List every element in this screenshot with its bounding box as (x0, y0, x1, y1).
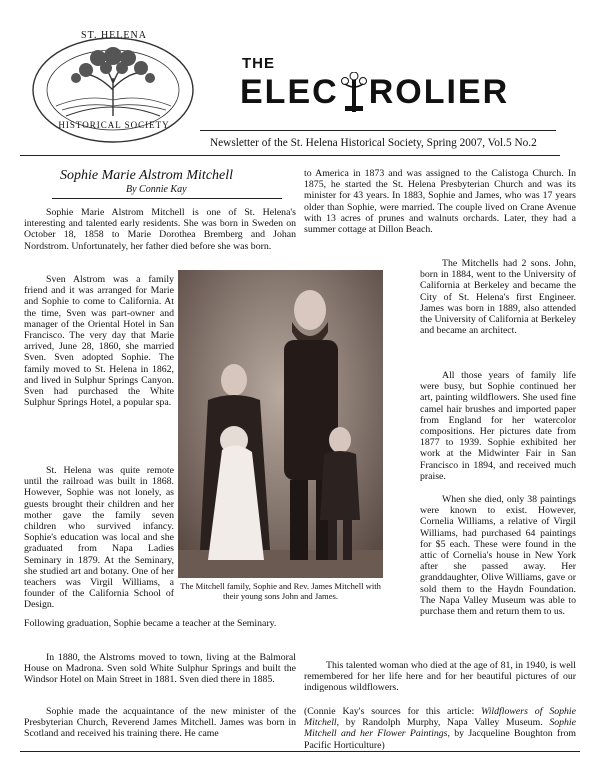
left-paragraph: Sophie made the acquaintance of the new minister of the Presbyterian Church, Reverend James Mitchell. James was born in Scotland and received his training there. He came (24, 706, 296, 740)
right-paragraph: When she died, only 38 paintings were known to exist. However, Cornelia Williams, a relative of Virgil Williams, had purchased 64 paintings for $5 each. These were found in the attic of Cornelia's house in New York after she passed away. Her granddaughter, Olive Williams, gave or sold them to the Haydn Foundation. The Napa Valley Museum was able to purchase them and return them to us. (420, 494, 576, 618)
family-photograph (178, 270, 383, 578)
right-paragraph: to America in 1873 and was assigned to the Calistoga Church. In 1875, he started the St. Helena Presbyterian Church and was its minister for 43 years. In 1883, Sophie and James, who was 17 years older than Sophie, were married. The couple lived on Crane Avenue with 13 acres of prunes and walnuts orchards. Later, they had a summer cottage at Dillon Beach. (304, 168, 576, 236)
source-detail: , by Jacqueline Boughton from Pacific Horticulture) (304, 728, 576, 751)
left-paragraph: In 1880, the Alstroms moved to town, living at the Balmoral House on Madrona. Sven sold White Sulphur Springs and built the Windsor Hotel on Main Street in 1881. Sven died there in 1885. (24, 652, 296, 686)
source-title: Wildflowers of Sophie Mitchell (304, 706, 576, 729)
logo-top-text: ST. HELENA (81, 30, 147, 41)
title-rule (52, 198, 282, 199)
left-paragraph: Sven Alstrom was a family friend and it was arranged for Marie and Sophie to come to California. At the time, Sven was part-owner and manager of the Oriental Hotel in San Francisco. The very day that Marie arrived, June 28, 1860, she married Sven. Sven adopted Sophie. The family moved to St. Helena in 1862, and lived in Sulphur Springs Canyon. Sven had purchased the White Sulphur Springs Hotel, a popular spa. (24, 274, 174, 409)
source-detail: , by Randolph Murphy, Napa Valley Museum. (336, 717, 550, 729)
logo-bottom-text: HISTORICAL SOCIETY (58, 120, 170, 130)
masthead-title-right: ROLIER (368, 73, 510, 111)
left-paragraph: Following graduation, Sophie became a teacher at the Seminary. (24, 618, 277, 629)
right-paragraph: This talented woman who died at the age of 81, in 1940, is well remembered for her life here and for her beautiful pictures of our indigenous wildflowers. (304, 660, 576, 694)
article-title: Sophie Marie Alstrom Mitchell (60, 168, 234, 183)
left-paragraph: Sophie Marie Alstrom Mitchell is one of St. Helena's interesting and talented early residents. She was born in Sweden on October 18, 1858 to Marie Dorothea Bremberg and Johan Nordstrom. Unfortunately, her father died before she was born. (24, 207, 296, 252)
footer-rule (20, 751, 580, 752)
masthead-title (240, 72, 509, 112)
masthead-rule (200, 130, 556, 131)
right-paragraph: The Mitchells had 2 sons. John, born in 1884, went to the University of California at Berkeley and became the City of St. Helena's first Engineer. James was born in 1889, also attended the University of California at Berkeley and became an architect. (420, 258, 576, 337)
masthead-title-left: ELEC (240, 73, 339, 111)
electrolier-lamp-icon (339, 72, 369, 112)
left-paragraph: St. Helena was quite remote until the railroad was built in 1868. However, Sophie was not lonely, as guests brought their children and her mother gave the family seven children who survived infancy. Sophie's education was local and she graduated from Napa Ladies Seminary in 1879. At the Seminary, she studied art and botany. One of her teachers was Virgil Williams, a founder of the California School of Design. (24, 465, 174, 611)
header-rule (20, 155, 560, 156)
sources-paragraph (304, 706, 576, 751)
source-title: Sophie Mitchell and her Flower Paintings (304, 717, 576, 740)
right-paragraph: All those years of family life were busy, but Sophie continued her art, painting wildflowers. She used fine camel hair brushes and imported paper from England for her watercolor compositions. Her pictures date from 1877 to 1939. Sophie exhibited her work at the Midwinter Fair in San Francisco in 1894, and received much praise. (420, 370, 576, 482)
newsletter-subtitle: Newsletter of the St. Helena Historical Society, Spring 2007, Vol.5 No.2 (210, 137, 537, 149)
article-byline: By Connie Kay (126, 184, 187, 195)
masthead-the: THE (242, 55, 275, 72)
photo-caption: The Mitchell family, Sophie and Rev. James Mitchell with their young sons John and James. (180, 581, 381, 601)
sources-intro: (Connie Kay's sources for this article: (304, 706, 482, 717)
